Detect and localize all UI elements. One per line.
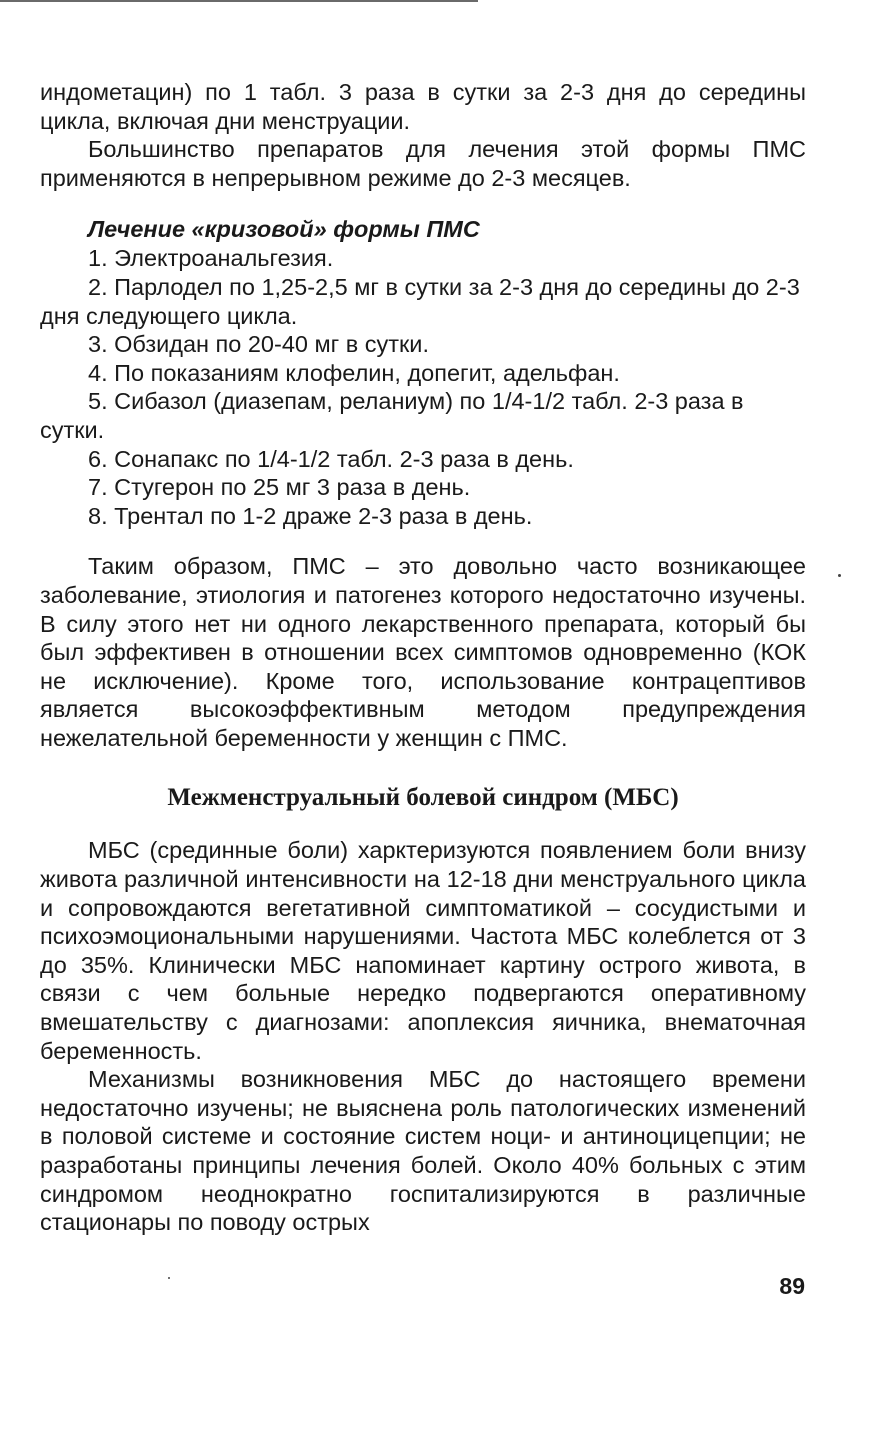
page-number: 89 (779, 1273, 805, 1299)
list-item: 2. Парлодел по 1,25-2,5 мг в сутки за 2-3 дня до середины до 2-3 дня следующего цикла. (40, 273, 800, 329)
treatment-heading: Лечение «кризовой» формы ПМС (88, 216, 480, 243)
top-rule (0, 0, 478, 2)
scan-speck (168, 1277, 170, 1279)
scan-speck (838, 574, 841, 577)
section-title: Межменструальный болевой синдром (МБС) (167, 784, 679, 812)
section-paragraph: Механизмы возникновения МБС до настоящего времени недостаточно изучены; не выяснена роль патологических изменений в половой системе и состояние систем ноци- и антиноцицепции; не разработаны принципы лечения болей. Около 40% больных с этим синдромом неоднократно госпитализируются в различные стационары по поводу острых (40, 1066, 806, 1236)
intro-paragraph: индометацин) по 1 табл. 3 раза в сутки за 2-3 дня до середины цикла, включая дни менструации. (40, 79, 806, 134)
treatment-list (40, 244, 806, 530)
section-paragraph: МБС (срединные боли) харктеризуются появлением боли внизу живота различной интенсивности на 12-18 дни менструального цикла и сопровождаются вегетативной симптоматикой – сосудистыми и психоэмоциональными нарушениями. Частота МБС колеблется от 3 до 35%. Клинически МБС напоминает картину острого живота, в связи с чем больные нередко подвергаются оперативному вмешательству с диагнозами: апоплексия яичника, внематочная беременность. (40, 837, 806, 1064)
list-item: 8. Трентал по 1-2 драже 2-3 раза в день. (88, 502, 533, 529)
list-item: 7. Стугерон по 25 мг 3 раза в день. (88, 474, 471, 501)
page-body (40, 78, 806, 1237)
list-item: 5. Сибазол (диазепам, реланиум) по 1/4-1/2 табл. 2-3 раза в сутки. (40, 388, 744, 443)
list-item: 6. Сонапакс по 1/4-1/2 табл. 2-3 раза в день. (88, 445, 574, 472)
list-item: 3. Обзидан по 20-40 мг в сутки. (88, 331, 429, 358)
conclusion-paragraph: Таким образом, ПМС – это довольно часто возникающее заболевание, этиология и патогенез которого недостаточно изучены. В силу этого нет ни одного лекарственного препарата, который бы был эффективен в отношении всех симптомов одновременно (КОК не исключение). Кроме того, использование контрацептивов является высокоэффективным методом предупреждения нежелательной беременности у женщин с ПМС. (40, 553, 806, 751)
intro-paragraph: Большинство препаратов для лечения этой формы ПМС применяются в непрерывном режиме до 2-3 месяцев. (40, 136, 806, 191)
list-item: 4. По показаниям клофелин, допегит, адельфан. (88, 359, 620, 386)
list-item: 1. Электроанальгезия. (88, 245, 334, 272)
